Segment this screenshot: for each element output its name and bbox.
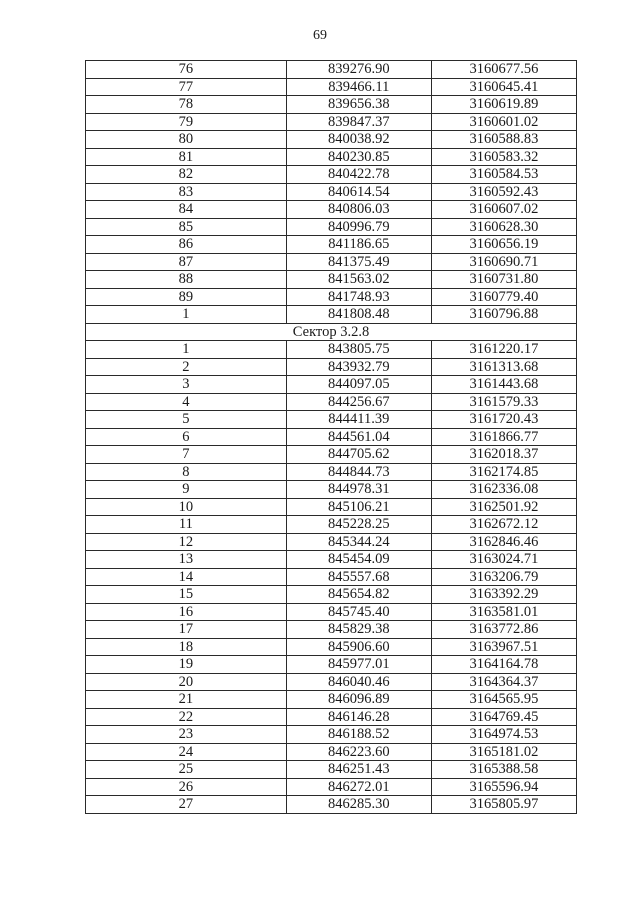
point-number-cell: 1 (86, 306, 287, 324)
table-row (86, 656, 577, 674)
point-number-cell: 22 (86, 708, 287, 726)
y-coordinate-cell: 3162501.92 (431, 498, 576, 516)
table-row (86, 796, 577, 814)
y-coordinate-cell: 3162174.85 (431, 463, 576, 481)
point-number-cell: 79 (86, 113, 287, 131)
y-coordinate-cell: 3160677.56 (431, 61, 576, 79)
y-coordinate-cell: 3164164.78 (431, 656, 576, 674)
table-row (86, 148, 577, 166)
point-number-cell: 25 (86, 761, 287, 779)
y-coordinate-cell: 3160645.41 (431, 78, 576, 96)
table-row (86, 498, 577, 516)
table-row (86, 131, 577, 149)
table-row (86, 288, 577, 306)
x-coordinate-cell: 839466.11 (286, 78, 431, 96)
coordinates-table-body (86, 61, 577, 814)
x-coordinate-cell: 844097.05 (286, 376, 431, 394)
point-number-cell: 17 (86, 621, 287, 639)
point-number-cell: 76 (86, 61, 287, 79)
point-number-cell: 86 (86, 236, 287, 254)
table-row (86, 376, 577, 394)
x-coordinate-cell: 841186.65 (286, 236, 431, 254)
y-coordinate-cell: 3160779.40 (431, 288, 576, 306)
point-number-cell: 3 (86, 376, 287, 394)
table-row (86, 446, 577, 464)
y-coordinate-cell: 3162846.46 (431, 533, 576, 551)
y-coordinate-cell: 3160583.32 (431, 148, 576, 166)
point-number-cell: 7 (86, 446, 287, 464)
y-coordinate-cell: 3163024.71 (431, 551, 576, 569)
x-coordinate-cell: 841808.48 (286, 306, 431, 324)
x-coordinate-cell: 844256.67 (286, 393, 431, 411)
x-coordinate-cell: 846285.30 (286, 796, 431, 814)
x-coordinate-cell: 843932.79 (286, 358, 431, 376)
point-number-cell: 10 (86, 498, 287, 516)
table-row (86, 236, 577, 254)
point-number-cell: 77 (86, 78, 287, 96)
point-number-cell: 21 (86, 691, 287, 709)
x-coordinate-cell: 840422.78 (286, 166, 431, 184)
point-number-cell: 89 (86, 288, 287, 306)
x-coordinate-cell: 844844.73 (286, 463, 431, 481)
page-number: 69 (313, 28, 327, 43)
x-coordinate-cell: 840038.92 (286, 131, 431, 149)
point-number-cell: 20 (86, 673, 287, 691)
point-number-cell: 5 (86, 411, 287, 429)
table-row (86, 271, 577, 289)
table-row (86, 673, 577, 691)
y-coordinate-cell: 3160690.71 (431, 253, 576, 271)
table-row (86, 428, 577, 446)
table-row (86, 761, 577, 779)
x-coordinate-cell: 846188.52 (286, 726, 431, 744)
y-coordinate-cell: 3164974.53 (431, 726, 576, 744)
point-number-cell: 8 (86, 463, 287, 481)
point-number-cell: 15 (86, 586, 287, 604)
point-number-cell: 11 (86, 516, 287, 534)
table-row (86, 306, 577, 324)
y-coordinate-cell: 3161866.77 (431, 428, 576, 446)
y-coordinate-cell: 3165388.58 (431, 761, 576, 779)
x-coordinate-cell: 845454.09 (286, 551, 431, 569)
x-coordinate-cell: 840230.85 (286, 148, 431, 166)
x-coordinate-cell: 840806.03 (286, 201, 431, 219)
table-row (86, 201, 577, 219)
point-number-cell: 83 (86, 183, 287, 201)
y-coordinate-cell: 3161720.43 (431, 411, 576, 429)
point-number-cell: 26 (86, 778, 287, 796)
table-row (86, 621, 577, 639)
table-row (86, 166, 577, 184)
x-coordinate-cell: 844561.04 (286, 428, 431, 446)
y-coordinate-cell: 3164364.37 (431, 673, 576, 691)
section-title: Сектор 3.2.8 (86, 323, 577, 341)
point-number-cell: 18 (86, 638, 287, 656)
point-number-cell: 2 (86, 358, 287, 376)
point-number-cell: 24 (86, 743, 287, 761)
y-coordinate-cell: 3160601.02 (431, 113, 576, 131)
y-coordinate-cell: 3160628.30 (431, 218, 576, 236)
y-coordinate-cell: 3160588.83 (431, 131, 576, 149)
point-number-cell: 84 (86, 201, 287, 219)
y-coordinate-cell: 3163772.86 (431, 621, 576, 639)
point-number-cell: 88 (86, 271, 287, 289)
point-number-cell: 14 (86, 568, 287, 586)
x-coordinate-cell: 844978.31 (286, 481, 431, 499)
coordinates-table (85, 60, 577, 814)
table-row (86, 358, 577, 376)
x-coordinate-cell: 845106.21 (286, 498, 431, 516)
x-coordinate-cell: 839276.90 (286, 61, 431, 79)
x-coordinate-cell: 839847.37 (286, 113, 431, 131)
point-number-cell: 80 (86, 131, 287, 149)
table-row (86, 61, 577, 79)
point-number-cell: 16 (86, 603, 287, 621)
x-coordinate-cell: 843805.75 (286, 341, 431, 359)
y-coordinate-cell: 3165181.02 (431, 743, 576, 761)
x-coordinate-cell: 846096.89 (286, 691, 431, 709)
y-coordinate-cell: 3160796.88 (431, 306, 576, 324)
x-coordinate-cell: 845829.38 (286, 621, 431, 639)
table-row (86, 113, 577, 131)
table-row (86, 481, 577, 499)
table-row (86, 96, 577, 114)
y-coordinate-cell: 3160656.19 (431, 236, 576, 254)
table-row (86, 463, 577, 481)
table-row (86, 743, 577, 761)
y-coordinate-cell: 3162018.37 (431, 446, 576, 464)
x-coordinate-cell: 841375.49 (286, 253, 431, 271)
y-coordinate-cell: 3163967.51 (431, 638, 576, 656)
table-row (86, 691, 577, 709)
x-coordinate-cell: 845906.60 (286, 638, 431, 656)
table-row (86, 393, 577, 411)
table-row (86, 218, 577, 236)
y-coordinate-cell: 3160731.80 (431, 271, 576, 289)
x-coordinate-cell: 846272.01 (286, 778, 431, 796)
x-coordinate-cell: 846146.28 (286, 708, 431, 726)
point-number-cell: 82 (86, 166, 287, 184)
point-number-cell: 23 (86, 726, 287, 744)
table-row (86, 568, 577, 586)
point-number-cell: 78 (86, 96, 287, 114)
table-row (86, 516, 577, 534)
point-number-cell: 13 (86, 551, 287, 569)
table-row (86, 551, 577, 569)
point-number-cell: 81 (86, 148, 287, 166)
x-coordinate-cell: 844411.39 (286, 411, 431, 429)
table-row (86, 78, 577, 96)
x-coordinate-cell: 844705.62 (286, 446, 431, 464)
table-row (86, 341, 577, 359)
x-coordinate-cell: 841563.02 (286, 271, 431, 289)
y-coordinate-cell: 3163206.79 (431, 568, 576, 586)
table-row (86, 726, 577, 744)
x-coordinate-cell: 845557.68 (286, 568, 431, 586)
section-row (86, 323, 577, 341)
x-coordinate-cell: 846223.60 (286, 743, 431, 761)
point-number-cell: 85 (86, 218, 287, 236)
y-coordinate-cell: 3160619.89 (431, 96, 576, 114)
x-coordinate-cell: 840996.79 (286, 218, 431, 236)
table-row (86, 778, 577, 796)
y-coordinate-cell: 3162336.08 (431, 481, 576, 499)
table-row (86, 183, 577, 201)
table-row (86, 586, 577, 604)
table-row (86, 411, 577, 429)
y-coordinate-cell: 3160607.02 (431, 201, 576, 219)
point-number-cell: 9 (86, 481, 287, 499)
table-row (86, 603, 577, 621)
point-number-cell: 87 (86, 253, 287, 271)
y-coordinate-cell: 3165596.94 (431, 778, 576, 796)
point-number-cell: 19 (86, 656, 287, 674)
x-coordinate-cell: 841748.93 (286, 288, 431, 306)
x-coordinate-cell: 846251.43 (286, 761, 431, 779)
y-coordinate-cell: 3160584.53 (431, 166, 576, 184)
table-row (86, 253, 577, 271)
x-coordinate-cell: 839656.38 (286, 96, 431, 114)
y-coordinate-cell: 3163392.29 (431, 586, 576, 604)
y-coordinate-cell: 3164565.95 (431, 691, 576, 709)
y-coordinate-cell: 3161579.33 (431, 393, 576, 411)
table-row (86, 638, 577, 656)
x-coordinate-cell: 845344.24 (286, 533, 431, 551)
y-coordinate-cell: 3165805.97 (431, 796, 576, 814)
point-number-cell: 4 (86, 393, 287, 411)
y-coordinate-cell: 3162672.12 (431, 516, 576, 534)
x-coordinate-cell: 845654.82 (286, 586, 431, 604)
x-coordinate-cell: 840614.54 (286, 183, 431, 201)
y-coordinate-cell: 3160592.43 (431, 183, 576, 201)
table-row (86, 533, 577, 551)
point-number-cell: 27 (86, 796, 287, 814)
y-coordinate-cell: 3161220.17 (431, 341, 576, 359)
point-number-cell: 1 (86, 341, 287, 359)
y-coordinate-cell: 3161443.68 (431, 376, 576, 394)
table-row (86, 708, 577, 726)
y-coordinate-cell: 3163581.01 (431, 603, 576, 621)
point-number-cell: 12 (86, 533, 287, 551)
x-coordinate-cell: 845745.40 (286, 603, 431, 621)
x-coordinate-cell: 845977.01 (286, 656, 431, 674)
point-number-cell: 6 (86, 428, 287, 446)
x-coordinate-cell: 845228.25 (286, 516, 431, 534)
y-coordinate-cell: 3161313.68 (431, 358, 576, 376)
x-coordinate-cell: 846040.46 (286, 673, 431, 691)
y-coordinate-cell: 3164769.45 (431, 708, 576, 726)
